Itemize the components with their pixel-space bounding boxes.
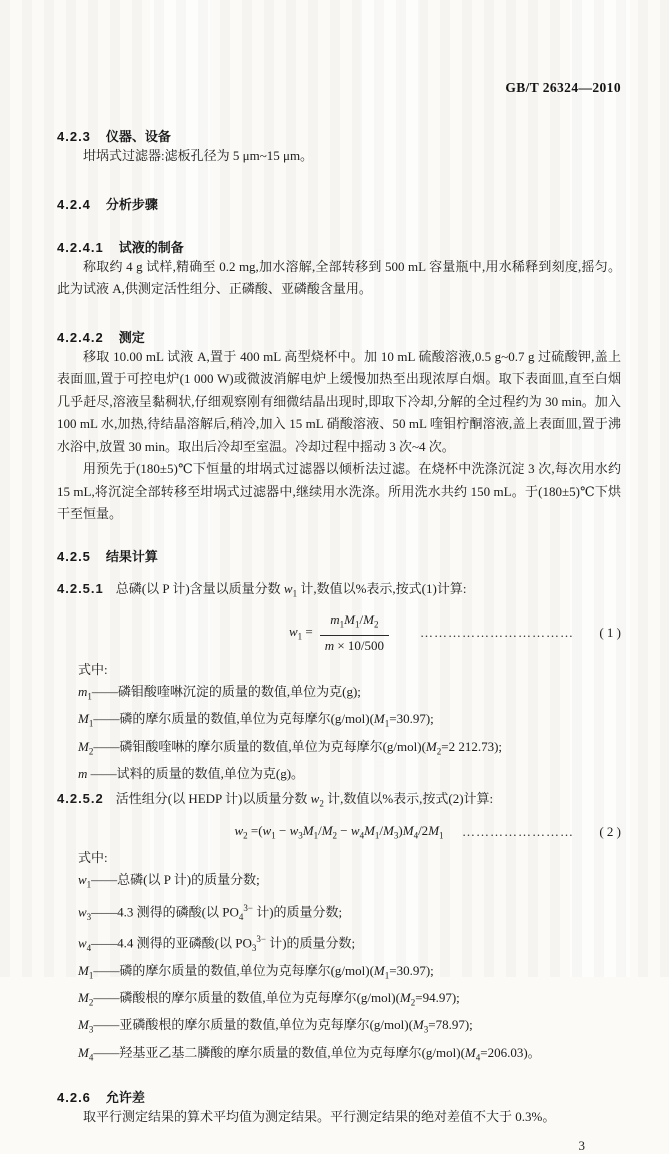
clause-number: 4.2.3 [57, 129, 91, 144]
symbol-definition: $M_2——$磷钼酸喹啉的摩尔质量的数值,单位为克每摩尔$(g/mol)(M_2=2$ 212.73); [78, 738, 503, 757]
symbol-definition: m ——试料的质量的数值,单位为克(g)。 [78, 765, 305, 781]
equation-2-expression: $w_2 =(w_1 - w_3M_1/M_2 - w_4M_1/M_3)M_4/2M_1$ [234, 822, 444, 841]
section-heading-4-2-4 [57, 197, 621, 213]
clause-number: 4.2.6 [57, 1090, 91, 1106]
clause-title: 试液的制备 [118, 239, 184, 255]
clause-number: 4.2.4.2 [57, 329, 104, 345]
clause-text: 活性组分(以 HEDP 计)以质量分数 $w_2$ 计,数值以%表示,按式(2)计算: [115, 790, 494, 809]
section-heading-4-2-5 [57, 549, 621, 565]
clause-number: 4.2.4 [57, 196, 91, 212]
clause-number: 4.2.5.2 [57, 790, 104, 806]
clause-title: 允许差 [105, 1090, 145, 1106]
section-heading-4-2-4-2 [57, 330, 621, 346]
paragraph-tolerance: 取平行测定结果的算术平均值为测定结果。平行测定结果的绝对差值不大于 0.3%。 [83, 1109, 556, 1125]
paragraph-filter-spec: 坩埚式过滤器:滤板孔径为 5 μm~15 μm。 [83, 148, 314, 163]
clause-title: 仪器、设备 [105, 129, 171, 144]
clause-number: 4.2.5.1 [57, 580, 104, 596]
fraction-numerator: $m_1M_1/M_2$ [330, 612, 379, 630]
equation-1-fraction [320, 610, 389, 655]
standard-number: GB/T 26324—2010 [505, 80, 621, 95]
clause-4-2-5-1 [57, 578, 621, 605]
clause-title: 分析步骤 [105, 196, 158, 212]
symbol-definition: $w_3——4.3$ 测得的磷酸(以 $PO_4^{3-}$ 计)的质量分数; [78, 902, 343, 922]
clause-number: 4.2.5 [57, 548, 91, 564]
equation-1-lhs: $w_1$ = [288, 623, 313, 642]
clause-number: 4.2.4.1 [57, 239, 104, 255]
symbol-definition: $w_1——$总磷(以 P 计)的质量分数; [78, 872, 260, 890]
page-number: 3 [578, 1137, 585, 1153]
where-label: 式中: [78, 849, 108, 865]
symbol-definition: $M_3——$亚磷酸根的摩尔质量的数值,单位为克每摩尔$(g/mol)(M_3=78.97)$; [78, 1017, 473, 1036]
where-label: 式中: [78, 661, 108, 677]
symbol-definition: $w_4——4.4$ 测得的亚磷酸(以 $PO_3^{3-}$ 计)的质量分数; [78, 934, 356, 954]
equation-1-number: ( 1 ) [599, 624, 621, 640]
paragraph-determination-1: 移取 10.00 mL 试液 A,置于 400 mL 高型烧杯中。加 10 mL 硫酸溶液,0.5 g~0.7 g 过硫酸钾,盖上表面皿,置于可控电炉(1 000 W)或微波消解电炉上缓慢加热至出现浓厚白烟。取下表面皿,直至白烟几乎赶尽,溶液呈黏稠状,仔细观察刚有细微结晶出现时,即取下冷却,分解的全过程约为 30 min。加入 100 mL 水,加热,待结晶溶解后,稍冷,加入 15 mL 硝酸溶液、50 mL 喹钼柠酮溶液,盖上表面皿,置于沸水浴中,放置 30 min。取出后冷却至室温。冷却过程中摇动 3 次~4 次。 [57, 348, 621, 454]
symbol-definition: $M_2——$磷酸根的摩尔质量的数值,单位为克每摩尔$(g/mol)(M_2=94.97)$; [78, 990, 460, 1008]
symbol-definition: $M_1——$磷的摩尔质量的数值,单位为克每摩尔$(g/mol)(M_1=30.97)$; [78, 962, 434, 981]
section-heading-4-2-4-1 [57, 240, 621, 256]
clause-title: 测定 [118, 329, 145, 345]
fraction-denominator: m × 10/500 [320, 635, 389, 655]
symbol-definition: $m_1——$磷钼酸喹啉沉淀的质量的数值,单位为克(g); [78, 684, 361, 702]
equation-1 [57, 612, 621, 654]
paragraph-determination-2: 用预先于(180±5)℃下恒量的坩埚式过滤器以倾析法过滤。在烧杯中洗涤沉淀 3 次,每次用水约 15 mL,将沉淀全部转移至坩埚式过滤器中,继续用水洗涤。所用洗水共约 150 mL。于(180±5)℃下烘干至恒量。 [57, 461, 621, 521]
equation-2 [57, 820, 621, 844]
equation-2-number: ( 2 ) [599, 823, 621, 839]
symbol-definition: $M_1——$磷的摩尔质量的数值,单位为克每摩尔$(g/mol)(M_1=30.97)$; [78, 711, 434, 729]
symbol-definition: $M_4——$羟基亚乙基二膦酸的摩尔质量的数值,单位为克每摩尔$(g/mol)(M_4=206.03)$。 [78, 1044, 541, 1063]
paragraph-sample-preparation: 称取约 4 g 试样,精确至 0.2 mg,加水溶解,全部转移到 500 mL 容量瓶中,用水稀释到刻度,摇匀。此为试液 A,供测定活性组分、正磷酸、亚磷酸含量用。 [57, 258, 621, 296]
clause-text: 总磷(以 P 计)含量以质量分数 $w_1$ 计,数值以%表示,按式(1)计算: [115, 580, 467, 599]
section-heading-4-2-3 [57, 129, 621, 145]
clause-4-2-5-2 [57, 788, 621, 815]
dot-leader: …………………………… [420, 624, 574, 640]
clause-title: 结果计算 [105, 548, 158, 564]
dot-leader: …………………… [462, 823, 574, 839]
section-heading-4-2-6 [57, 1090, 621, 1106]
